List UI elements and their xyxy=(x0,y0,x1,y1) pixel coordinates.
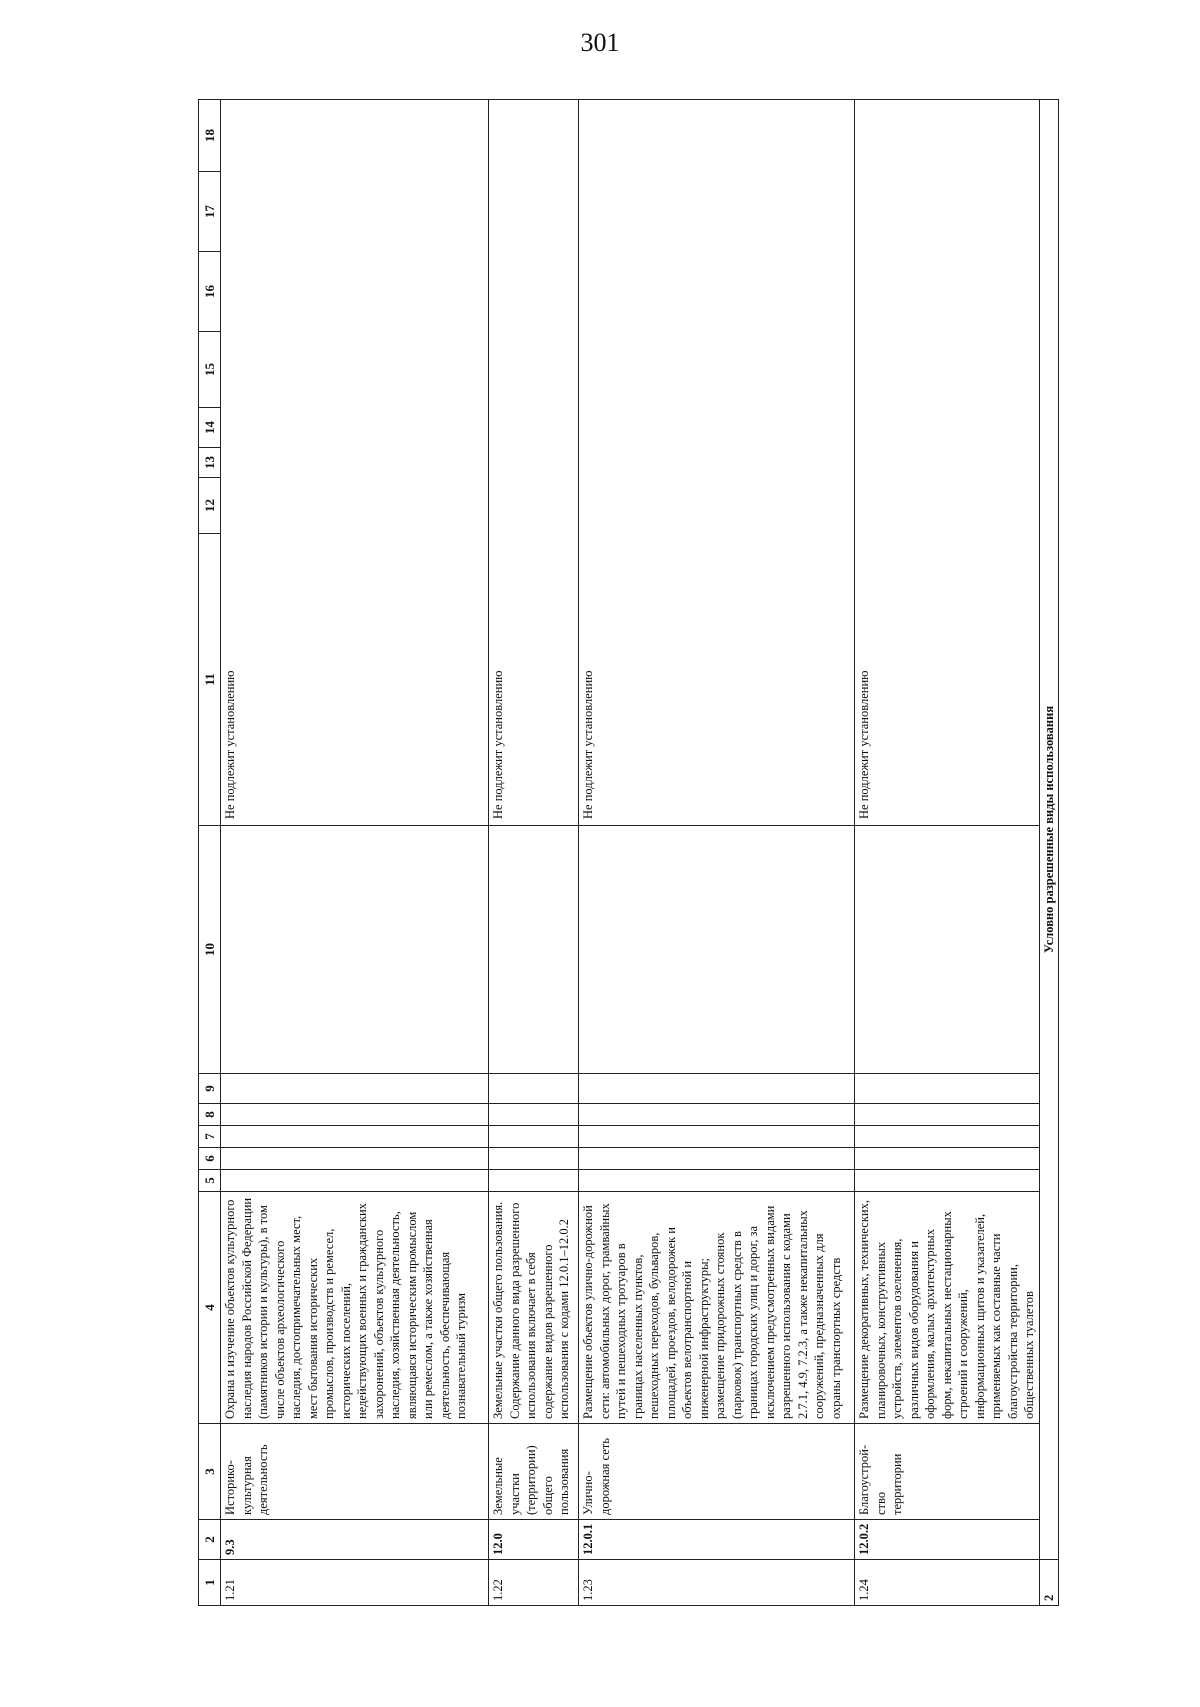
col-header: 6 xyxy=(199,1148,221,1170)
row-name: Улично-дорожная сеть xyxy=(579,1424,855,1520)
table-row xyxy=(221,100,489,1606)
table-row xyxy=(855,100,1040,1606)
row-note: Не подлежит установлению xyxy=(221,100,489,826)
col-header: 14 xyxy=(199,408,221,448)
row-description: Размещение объектов улично-дорожной сети: автомобильных дорог, трамвайных путей и пешеходных тротуаров в границах населенных пунктов, пешеходных переходов, бульваров, площадей, проездов, велодорожек и объектов велотранспортной и инженерной инфраструктуры; размещение придорожных стоянок (парковок) транспортных средств в границах городских улиц и дорог, за исключением предусмотренных видами разрешенного использования с кодами 2.7.1, 4.9, 7.2.3, а также некапитальных сооружений, предназначенных для охраны транспортных средств xyxy=(579,1192,855,1424)
row-code: 12.0.2 xyxy=(855,1520,1040,1560)
col-header: 9 xyxy=(199,1074,221,1104)
col-header: 5 xyxy=(199,1170,221,1192)
row-note: Не подлежит установлению xyxy=(489,100,579,826)
row-description: Земельные участки общего пользования. Содержание данного вида разрешенного использования включает в себя содержание видов разрешенного использования с кодами 12.0.1–12.0.2 xyxy=(489,1192,579,1424)
row-code: 12.0.1 xyxy=(579,1520,855,1560)
page-number: 301 xyxy=(580,28,620,57)
row-note: Не подлежит установлению xyxy=(579,100,855,826)
col-header: 7 xyxy=(199,1126,221,1148)
row-name: Благоустрой-ство территории xyxy=(855,1424,1040,1520)
col-header: 13 xyxy=(199,448,221,478)
row-note: Не подлежит установлению xyxy=(855,100,1040,826)
row-number: 1.22 xyxy=(489,1560,579,1606)
table-row xyxy=(579,100,855,1606)
rotated-table-sheet xyxy=(198,100,1078,1606)
row-name: Земельные участки (территории) общего пользования xyxy=(489,1424,579,1520)
row-description: Размещение декоративных, технических, планировочных, конструктивных устройств, элементов озеленения, различных видов оборудования и оформления, малых архитектурных форм, некапитальных нестационарных строений и сооружений, информационных щитов и указателей, применяемых как составные части благоустройства территории, общественных туалетов xyxy=(855,1192,1040,1424)
header-row xyxy=(199,100,221,1606)
row-code: 12.0 xyxy=(489,1520,579,1560)
col-header: 10 xyxy=(199,826,221,1074)
col-header: 15 xyxy=(199,332,221,408)
col-header: 11 xyxy=(199,534,221,826)
section-row xyxy=(1039,100,1059,1606)
row-name: Историко-культурная деятельность xyxy=(221,1424,489,1520)
col-header: 1 xyxy=(199,1560,221,1606)
table-row xyxy=(489,100,579,1606)
row-number: 1.21 xyxy=(221,1560,489,1606)
section-label: Условно разрешенные виды использования xyxy=(1039,100,1059,1560)
col-header: 3 xyxy=(199,1424,221,1520)
row-description: Охрана и изучение объектов культурного наследия народов Российской Федерации (памятников истории и культуры), в том числе объектов археологического наследия, достопримечательных мест, мест бытования исторических промыслов, производств и ремесел, исторических поселений, недействующих военных и гражданских захоронений, объектов культурного наследия, хозяйственная деятельность, являющаяся историческим промыслом или ремеслом, а также хозяйственная деятельность, обеспечивающая познавательный туризм xyxy=(221,1192,489,1424)
col-header: 17 xyxy=(199,172,221,252)
section-number: 2 xyxy=(1039,1560,1059,1606)
col-header: 4 xyxy=(199,1192,221,1424)
row-number: 1.23 xyxy=(579,1560,855,1606)
row-number: 1.24 xyxy=(855,1560,1040,1606)
col-header: 8 xyxy=(199,1104,221,1126)
col-header: 18 xyxy=(199,100,221,172)
row-code: 9.3 xyxy=(221,1520,489,1560)
col-header: 2 xyxy=(199,1520,221,1560)
col-header: 12 xyxy=(199,478,221,534)
col-header: 16 xyxy=(199,252,221,332)
land-use-table xyxy=(198,99,1059,1606)
